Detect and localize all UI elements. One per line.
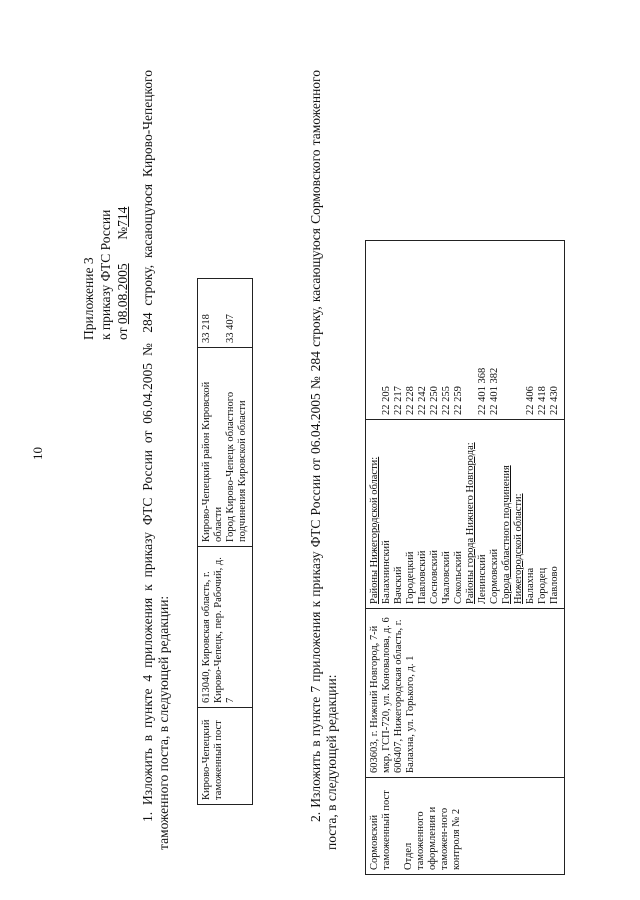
region-item: Сосновский — [429, 550, 440, 604]
appendix-from: от — [115, 327, 130, 340]
appendix-order-ref: к приказу ФТС России — [98, 209, 113, 340]
region-item: Кирово-Чепецкий район Кировской области — [201, 381, 224, 542]
post-name: Сормовский таможенный пост — [369, 790, 392, 870]
appendix-header — [80, 80, 131, 340]
post-regions — [366, 420, 565, 609]
region-item: Павловский — [417, 550, 428, 604]
region-item: Павлово — [549, 566, 560, 604]
region-item: Вачский — [393, 566, 404, 604]
code-item: 22 401 368 — [477, 367, 488, 415]
appendix-date: 08.08.2005 — [115, 263, 130, 325]
department-address: 606407, Нижегородская область, г. Балахна, ул. Горького, д. 1 — [393, 619, 416, 773]
region-item: Чкаловский — [441, 551, 452, 604]
table-2 — [365, 240, 565, 875]
post-names — [366, 778, 565, 875]
appendix-no-sign: № — [115, 226, 130, 240]
appendix-number: 714 — [115, 206, 130, 227]
code-item: 22 430 — [549, 386, 560, 415]
code-item: 22 406 — [525, 386, 536, 415]
code-item: 22 205 — [381, 386, 392, 415]
post-regions — [198, 348, 253, 547]
code-item: 22 242 — [417, 386, 428, 415]
region-item: Городецкий — [405, 551, 416, 604]
code-item: 22 228 — [405, 386, 416, 415]
department-name: Отдел таможенного оформления и таможен-ного контроля № 2 — [403, 806, 462, 870]
region-item: Балахна — [525, 567, 536, 604]
region-item: Сормовский — [489, 548, 500, 604]
code-item: 22 255 — [441, 386, 452, 415]
code-item: 22 401 382 — [489, 367, 500, 415]
code-item: 22 250 — [429, 386, 440, 415]
region-item: Городец — [537, 567, 548, 604]
paragraph-1: 1. Изложить в пункте 4 приложения к приказу ФТС России от 06.04.2005 № 284 строку, касающуюся Кирово-Чепецкого таможенного поста, в следующей редакции: — [140, 70, 171, 850]
region-item: Сокольский — [453, 551, 464, 604]
appendix-date-line — [114, 80, 131, 340]
table-row — [366, 241, 565, 875]
region-heading: Районы Нижегородской области: — [369, 456, 380, 604]
post-codes — [198, 279, 253, 348]
code-item: 33 407 — [225, 314, 236, 343]
region-item: Город Кирово-Чепецк областного подчинения Кировской области — [225, 391, 248, 542]
post-address: 603603, г. Нижний Новгород, 7-й мкр, ГСП-720, ул. Коновалова, д. 6 — [369, 617, 392, 773]
post-codes — [366, 241, 565, 420]
table-1 — [197, 278, 253, 805]
region-item: Ленинский — [477, 554, 488, 604]
region-heading: Города областного подчинения Нижегородской области: — [501, 465, 524, 604]
post-address: 613040, Кировская область, г. Кирово-Чепецк, пер. Рабочий, д. 7 — [198, 547, 253, 708]
paragraph-2: 2. Изложить в пункте 7 приложения к приказу ФТС России от 06.04.2005 № 284 строку, касающуюся Сормовского таможенного поста, в следующей редакции: — [308, 70, 339, 850]
region-item: Балахнинский — [381, 540, 392, 604]
post-name: Кирово-Чепецкий таможенный пост — [198, 708, 253, 805]
code-item: 22 217 — [393, 386, 404, 415]
region-heading: Районы города Нижнего Новгорода: — [465, 442, 476, 604]
code-item: 33 218 — [201, 314, 212, 343]
appendix-title: Приложение 3 — [81, 257, 96, 340]
page-number: 10 — [30, 447, 45, 460]
post-addresses — [366, 609, 565, 778]
code-item: 22 418 — [537, 386, 548, 415]
code-item: 22 259 — [453, 386, 464, 415]
table-row — [198, 279, 253, 805]
